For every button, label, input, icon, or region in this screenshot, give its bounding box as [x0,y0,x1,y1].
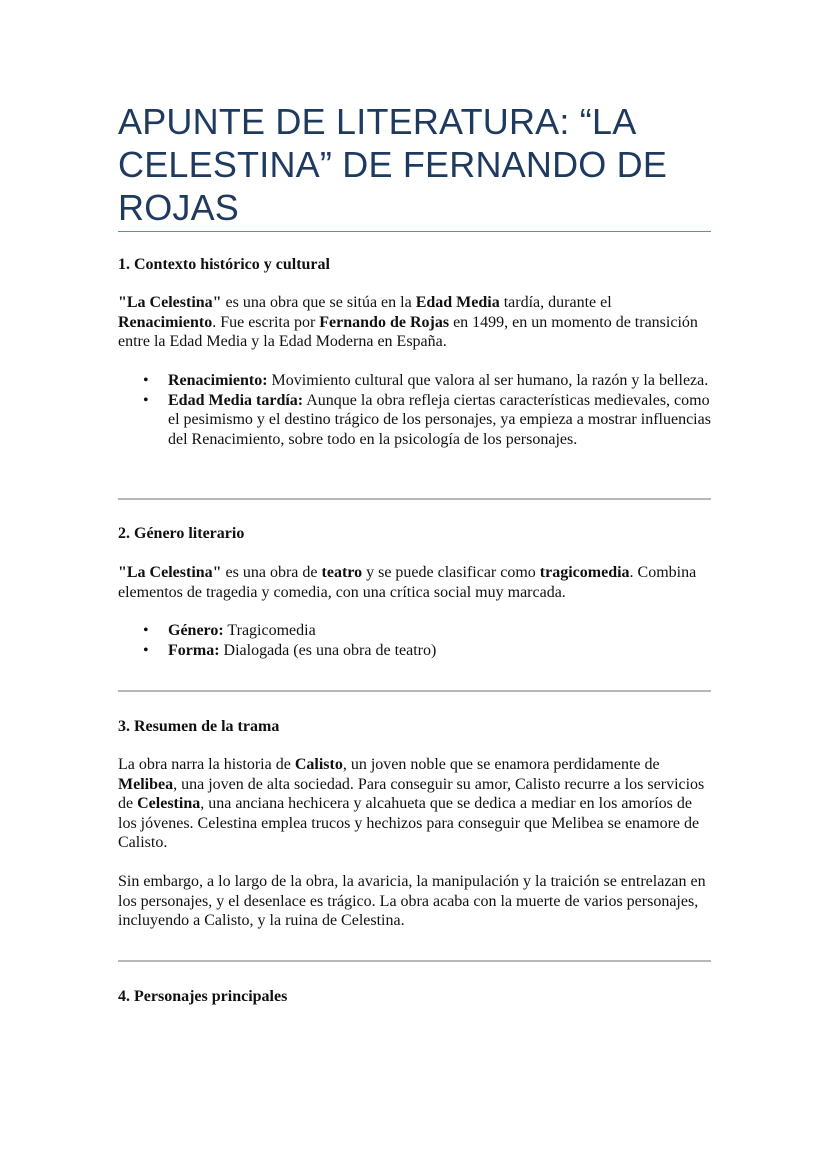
bold-text: Melibea [118,775,174,793]
list-item [118,641,711,661]
section-heading-4: 4. Personajes principales [118,988,288,1005]
bullet-label: Género: [168,622,224,639]
bold-text: Renacimiento [118,313,213,331]
bullet-label: Forma: [168,641,220,659]
list-item [118,391,711,450]
text-run: Sin embargo, a lo largo de la obra, la avaricia, la manipulación y la traición se entrelazan en los personajes, y el desenlace es trágico. La obra acaba con la muerte de varios personajes, incluyendo a Calisto, y la ruina de Celestina. [118,873,706,929]
bullet-text: Movimiento cultural que valora al ser humano, la razón y la belleza. [267,372,709,389]
section-divider [118,690,711,692]
bullet-label: Edad Media tardía: [168,391,304,409]
section-1-bullet-list [118,371,711,449]
text-run: . Combina elementos de tragedia y comedia, con una crítica social muy marcada. [118,564,697,601]
bold-text: Edad Media [415,294,500,311]
text-run: , una joven de alta sociedad. Para conseguir su amor, Calisto recurre a los servicios de [118,775,705,812]
section-2-bullet-list [118,621,711,660]
text-run: . Fue escrita por [212,313,320,331]
section-3-paragraph-1 [118,755,711,853]
text-run: es una obra que se sitúa en la [221,294,416,311]
bold-text: Fernando de Rojas [319,313,450,331]
section-1-paragraph-1 [118,293,711,352]
bullet-icon: • [143,641,149,659]
bold-text: "La Celestina" [118,294,222,311]
page-title: APUNTE DE LITERATURA: “LA CELESTINA” DE FERNANDO DE ROJAS [118,101,668,228]
text-run: en 1499, en un momento de transición entre la Edad Media y la Edad Moderna en España. [118,313,698,350]
section-3-paragraph-2 [118,872,711,931]
section-2-paragraph-1 [118,563,711,602]
section-divider [118,960,711,962]
text-run: es una obra de [221,564,322,581]
section-heading-1: 1. Contexto histórico y cultural [118,256,330,273]
list-item [118,371,711,391]
bullet-text: Tragicomedia [223,622,316,639]
bold-text: teatro [321,564,363,581]
bullet-text: Dialogada (es una obra de teatro) [219,641,437,659]
bullet-icon: • [143,391,149,409]
text-run: tardía, durante el [499,294,612,311]
bullet-label: Renacimiento: [168,372,268,389]
text-run: , una anciana hechicera y alcahueta que se dedica a mediar en los amoríos de los jóvenes. Celestina emplea trucos y hechizos para conseguir que Melibea se enamore de Calisto. [118,795,700,851]
bold-text: Celestina [137,795,201,812]
bold-text: Calisto [294,756,343,773]
section-heading-3: 3. Resumen de la trama [118,718,280,735]
title-underline [118,231,711,232]
list-item [118,621,711,641]
section-heading-2: 2. Género literario [118,525,245,542]
bold-text: "La Celestina" [118,564,222,581]
bullet-text: Aunque la obra refleja ciertas características medievales, como el pesimismo y el destino trágico de los personajes, ya empieza a mostrar influencias del Renacimiento, sobre todo en la psicología de los personajes. [168,391,711,448]
section-divider [118,498,711,500]
text-run: La obra narra la historia de [118,756,295,773]
text-run: , un joven noble que se enamora perdidamente de [342,756,660,773]
bullet-icon: • [143,622,149,639]
bullet-icon: • [143,372,149,389]
text-run: y se puede clasificar como [362,564,540,581]
bold-text: tragicomedia [539,564,630,581]
